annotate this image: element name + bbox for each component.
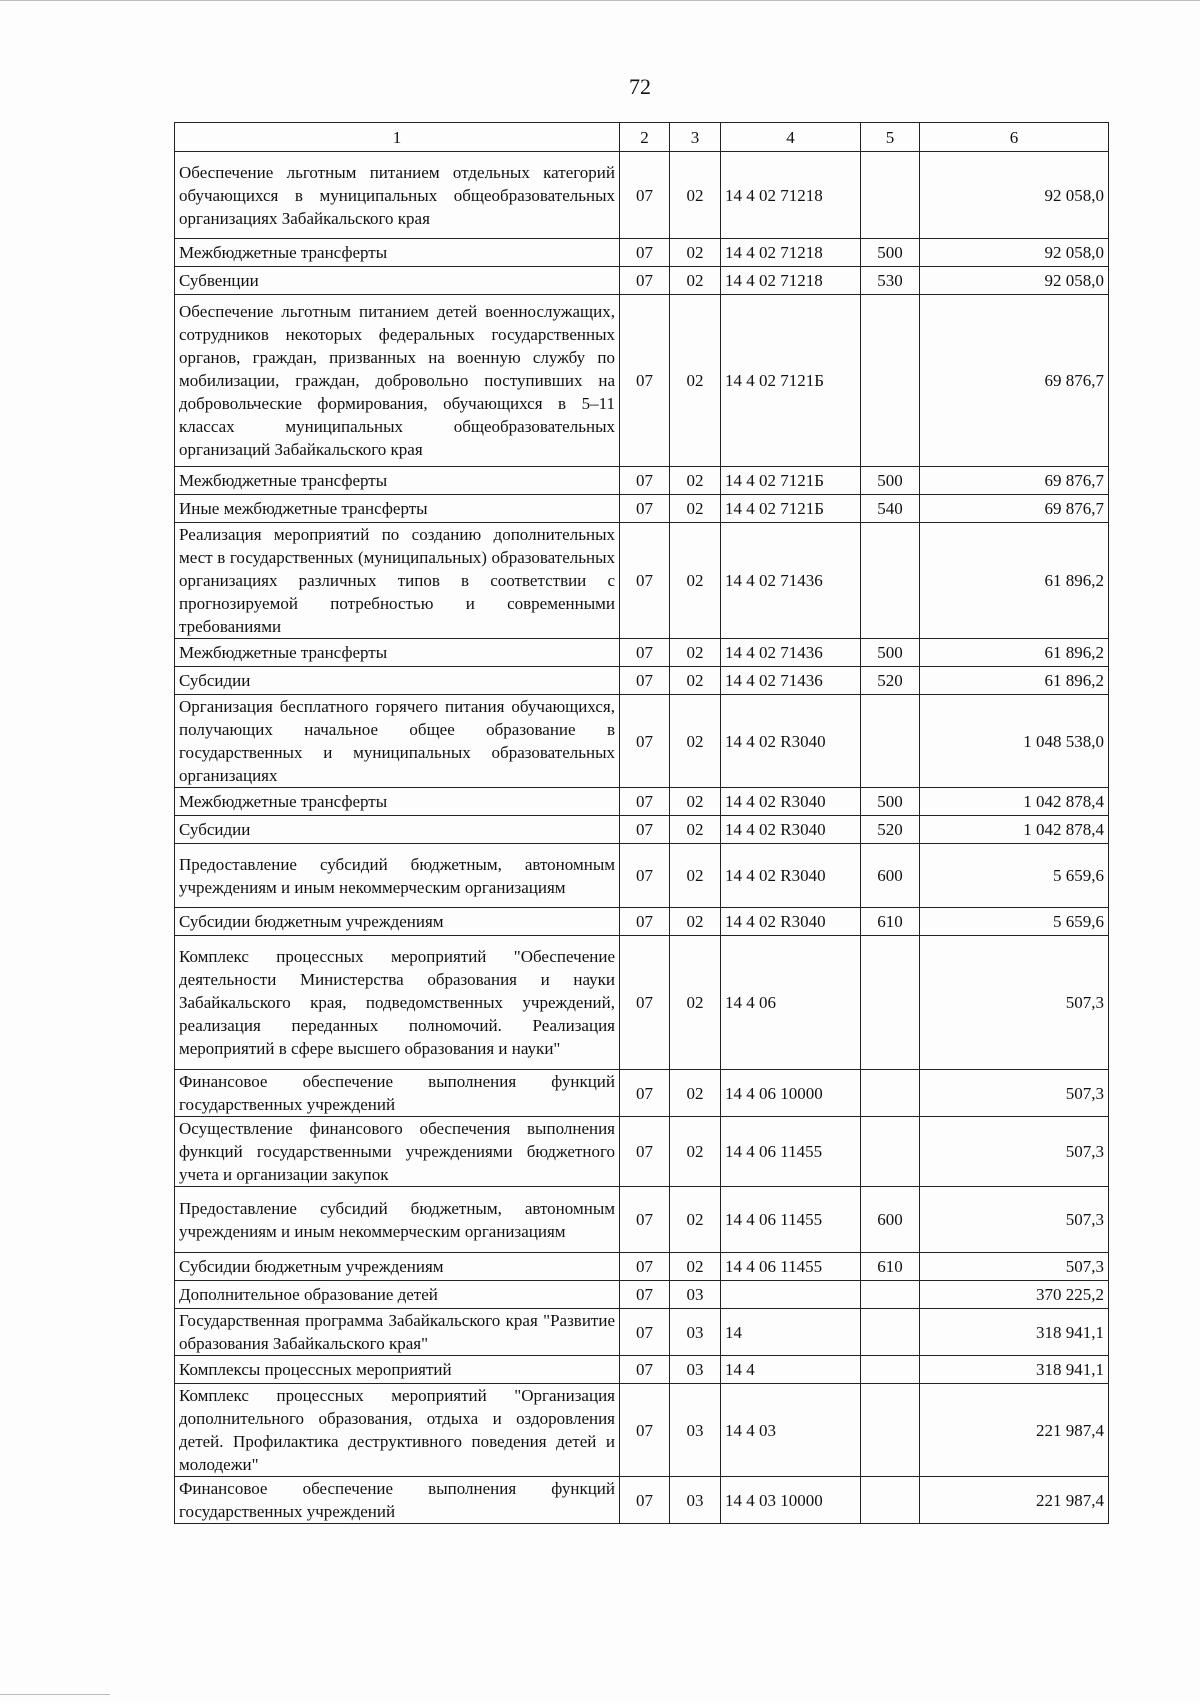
cell-expense-type <box>861 523 920 639</box>
cell-section: 07 <box>620 936 670 1070</box>
cell-target-code: 14 4 <box>721 1356 861 1384</box>
cell-section: 07 <box>620 1356 670 1384</box>
table-row <box>175 816 1109 844</box>
cell-section: 07 <box>620 844 670 908</box>
cell-description: Дополнительное образование детей <box>175 1281 620 1309</box>
cell-description: Финансовое обеспечение выполнения функций государственных учреждений <box>175 1070 620 1117</box>
table-row <box>175 239 1109 267</box>
cell-section: 07 <box>620 816 670 844</box>
table-row <box>175 267 1109 295</box>
column-header: 2 <box>620 123 670 152</box>
table-row <box>175 695 1109 788</box>
cell-target-code: 14 4 06 11455 <box>721 1253 861 1281</box>
table-header-row <box>175 123 1109 152</box>
cell-subsection: 02 <box>670 816 721 844</box>
cell-section: 07 <box>620 667 670 695</box>
cell-amount: 69 876,7 <box>920 467 1109 495</box>
cell-section: 07 <box>620 495 670 523</box>
cell-subsection: 02 <box>670 639 721 667</box>
cell-expense-type <box>861 1384 920 1477</box>
table-row <box>175 1187 1109 1253</box>
cell-expense-type: 600 <box>861 844 920 908</box>
cell-description: Государственная программа Забайкальского края "Развитие образования Забайкальского края" <box>175 1309 620 1356</box>
cell-amount: 318 941,1 <box>920 1356 1109 1384</box>
cell-description: Финансовое обеспечение выполнения функций государственных учреждений <box>175 1477 620 1524</box>
table-row <box>175 1281 1109 1309</box>
cell-subsection: 02 <box>670 1070 721 1117</box>
table-row <box>175 1070 1109 1117</box>
table-row <box>175 495 1109 523</box>
page-number: 72 <box>629 74 651 99</box>
cell-expense-type <box>861 695 920 788</box>
cell-expense-type: 530 <box>861 267 920 295</box>
cell-target-code: 14 4 06 11455 <box>721 1187 861 1253</box>
cell-section: 07 <box>620 1384 670 1477</box>
table-row <box>175 639 1109 667</box>
cell-amount: 1 048 538,0 <box>920 695 1109 788</box>
cell-target-code: 14 4 02 71218 <box>721 267 861 295</box>
cell-description: Субсидии бюджетным учреждениям <box>175 1253 620 1281</box>
cell-subsection: 02 <box>670 239 721 267</box>
cell-expense-type <box>861 1477 920 1524</box>
cell-section: 07 <box>620 1281 670 1309</box>
budget-table <box>174 122 1109 1524</box>
cell-target-code: 14 4 02 R3040 <box>721 844 861 908</box>
cell-target-code: 14 4 02 R3040 <box>721 788 861 816</box>
cell-section: 07 <box>620 639 670 667</box>
cell-description: Предоставление субсидий бюджетным, автономным учреждениям и иным некоммерческим организациям <box>175 1187 620 1253</box>
cell-section: 07 <box>620 695 670 788</box>
cell-description: Осуществление финансового обеспечения выполнения функций государственными учреждениями бюджетного учета и организации закупок <box>175 1117 620 1187</box>
cell-section: 07 <box>620 295 670 467</box>
cell-subsection: 03 <box>670 1281 721 1309</box>
cell-subsection: 02 <box>670 936 721 1070</box>
table-row <box>175 1356 1109 1384</box>
cell-subsection: 02 <box>670 295 721 467</box>
cell-description: Субсидии бюджетным учреждениям <box>175 908 620 936</box>
cell-description: Субвенции <box>175 267 620 295</box>
cell-description: Комплекс процессных мероприятий "Обеспечение деятельности Министерства образования и науки Забайкальского края, подведомственных учреждений, реализация переданных полномочий. Реализация мероприятий в сфере высшего образования и науки" <box>175 936 620 1070</box>
cell-target-code: 14 4 02 R3040 <box>721 695 861 788</box>
cell-subsection: 02 <box>670 844 721 908</box>
cell-description: Субсидии <box>175 667 620 695</box>
cell-expense-type <box>861 1356 920 1384</box>
table-row <box>175 788 1109 816</box>
cell-target-code: 14 4 03 10000 <box>721 1477 861 1524</box>
cell-section: 07 <box>620 1117 670 1187</box>
table-row <box>175 908 1109 936</box>
cell-section: 07 <box>620 1477 670 1524</box>
cell-description: Межбюджетные трансферты <box>175 639 620 667</box>
cell-amount: 92 058,0 <box>920 239 1109 267</box>
cell-description: Обеспечение льготным питанием детей военнослужащих, сотрудников некоторых федеральных государственных органов, граждан, призванных на военную службу по мобилизации, граждан, добровольно поступивших на добровольческие формирования, обучающихся в 5–11 классах муниципальных общеобразовательных организаций Забайкальского края <box>175 295 620 467</box>
cell-section: 07 <box>620 267 670 295</box>
cell-amount: 5 659,6 <box>920 844 1109 908</box>
cell-amount: 69 876,7 <box>920 495 1109 523</box>
table-row <box>175 295 1109 467</box>
cell-target-code: 14 4 02 7121Б <box>721 295 861 467</box>
table-row <box>175 1117 1109 1187</box>
cell-target-code: 14 4 06 10000 <box>721 1070 861 1117</box>
cell-section: 07 <box>620 1187 670 1253</box>
cell-amount: 507,3 <box>920 936 1109 1070</box>
cell-amount: 1 042 878,4 <box>920 788 1109 816</box>
cell-expense-type: 500 <box>861 239 920 267</box>
table-row <box>175 844 1109 908</box>
cell-amount: 221 987,4 <box>920 1384 1109 1477</box>
cell-amount: 221 987,4 <box>920 1477 1109 1524</box>
cell-description: Комплексы процессных мероприятий <box>175 1356 620 1384</box>
cell-section: 07 <box>620 1309 670 1356</box>
cell-amount: 61 896,2 <box>920 639 1109 667</box>
column-header: 5 <box>861 123 920 152</box>
cell-target-code: 14 4 02 7121Б <box>721 495 861 523</box>
table-body <box>175 152 1109 1524</box>
cell-description: Иные межбюджетные трансферты <box>175 495 620 523</box>
cell-expense-type <box>861 1070 920 1117</box>
table-row <box>175 1477 1109 1524</box>
cell-target-code: 14 4 02 71436 <box>721 523 861 639</box>
cell-expense-type: 610 <box>861 908 920 936</box>
cell-description: Межбюджетные трансферты <box>175 239 620 267</box>
cell-expense-type: 500 <box>861 788 920 816</box>
cell-target-code: 14 4 02 71218 <box>721 152 861 239</box>
column-header: 6 <box>920 123 1109 152</box>
cell-expense-type <box>861 1309 920 1356</box>
cell-description: Субсидии <box>175 816 620 844</box>
cell-section: 07 <box>620 467 670 495</box>
cell-amount: 5 659,6 <box>920 908 1109 936</box>
cell-subsection: 02 <box>670 152 721 239</box>
cell-amount: 92 058,0 <box>920 152 1109 239</box>
cell-amount: 507,3 <box>920 1070 1109 1117</box>
table-row <box>175 936 1109 1070</box>
cell-target-code: 14 4 02 R3040 <box>721 908 861 936</box>
cell-subsection: 03 <box>670 1477 721 1524</box>
cell-expense-type: 520 <box>861 667 920 695</box>
cell-expense-type <box>861 152 920 239</box>
cell-subsection: 02 <box>670 467 721 495</box>
cell-expense-type: 600 <box>861 1187 920 1253</box>
cell-expense-type <box>861 1281 920 1309</box>
cell-subsection: 02 <box>670 495 721 523</box>
cell-expense-type: 500 <box>861 639 920 667</box>
cell-expense-type: 520 <box>861 816 920 844</box>
cell-target-code: 14 4 06 11455 <box>721 1117 861 1187</box>
cell-subsection: 03 <box>670 1356 721 1384</box>
cell-target-code: 14 <box>721 1309 861 1356</box>
cell-section: 07 <box>620 239 670 267</box>
cell-subsection: 02 <box>670 1187 721 1253</box>
column-header: 3 <box>670 123 721 152</box>
cell-amount: 69 876,7 <box>920 295 1109 467</box>
cell-description: Комплекс процессных мероприятий "Организация дополнительного образования, отдыха и оздоровления детей. Профилактика деструктивного поведения детей и молодежи" <box>175 1384 620 1477</box>
cell-amount: 507,3 <box>920 1117 1109 1187</box>
cell-section: 07 <box>620 1070 670 1117</box>
cell-description: Обеспечение льготным питанием отдельных категорий обучающихся в муниципальных общеобразовательных организациях Забайкальского края <box>175 152 620 239</box>
cell-amount: 507,3 <box>920 1253 1109 1281</box>
cell-description: Межбюджетные трансферты <box>175 467 620 495</box>
table-row <box>175 1384 1109 1477</box>
cell-expense-type: 610 <box>861 1253 920 1281</box>
cell-target-code: 14 4 02 71218 <box>721 239 861 267</box>
cell-section: 07 <box>620 908 670 936</box>
cell-target-code: 14 4 02 7121Б <box>721 467 861 495</box>
column-header: 4 <box>721 123 861 152</box>
column-header: 1 <box>175 123 620 152</box>
cell-amount: 370 225,2 <box>920 1281 1109 1309</box>
cell-expense-type <box>861 1117 920 1187</box>
table-row <box>175 1309 1109 1356</box>
cell-expense-type: 500 <box>861 467 920 495</box>
cell-amount: 61 896,2 <box>920 667 1109 695</box>
cell-section: 07 <box>620 523 670 639</box>
cell-subsection: 02 <box>670 1117 721 1187</box>
cell-amount: 61 896,2 <box>920 523 1109 639</box>
cell-subsection: 02 <box>670 695 721 788</box>
cell-target-code <box>721 1281 861 1309</box>
cell-description: Реализация мероприятий по созданию дополнительных мест в государственных (муниципальных) образовательных организациях различных типов в соответствии с прогнозируемой потребностью и современными требованиями <box>175 523 620 639</box>
table-row <box>175 467 1109 495</box>
cell-target-code: 14 4 02 71436 <box>721 639 861 667</box>
cell-description: Межбюджетные трансферты <box>175 788 620 816</box>
cell-description: Организация бесплатного горячего питания обучающихся, получающих начальное общее образование в государственных и муниципальных образовательных организациях <box>175 695 620 788</box>
cell-subsection: 02 <box>670 788 721 816</box>
cell-target-code: 14 4 03 <box>721 1384 861 1477</box>
table-row <box>175 523 1109 639</box>
cell-subsection: 02 <box>670 1253 721 1281</box>
cell-subsection: 03 <box>670 1384 721 1477</box>
cell-subsection: 02 <box>670 267 721 295</box>
cell-subsection: 03 <box>670 1309 721 1356</box>
scan-edge-line <box>0 1694 110 1695</box>
cell-target-code: 14 4 06 <box>721 936 861 1070</box>
cell-section: 07 <box>620 788 670 816</box>
table-row <box>175 1253 1109 1281</box>
cell-target-code: 14 4 02 71436 <box>721 667 861 695</box>
cell-amount: 1 042 878,4 <box>920 816 1109 844</box>
cell-expense-type <box>861 936 920 1070</box>
cell-description: Предоставление субсидий бюджетным, автономным учреждениям и иным некоммерческим организациям <box>175 844 620 908</box>
cell-section: 07 <box>620 152 670 239</box>
cell-subsection: 02 <box>670 667 721 695</box>
cell-amount: 318 941,1 <box>920 1309 1109 1356</box>
scan-edge-line <box>0 0 1200 1</box>
table-row <box>175 667 1109 695</box>
cell-target-code: 14 4 02 R3040 <box>721 816 861 844</box>
cell-amount: 507,3 <box>920 1187 1109 1253</box>
cell-section: 07 <box>620 1253 670 1281</box>
cell-subsection: 02 <box>670 523 721 639</box>
cell-amount: 92 058,0 <box>920 267 1109 295</box>
cell-expense-type: 540 <box>861 495 920 523</box>
table-row <box>175 152 1109 239</box>
cell-subsection: 02 <box>670 908 721 936</box>
cell-expense-type <box>861 295 920 467</box>
